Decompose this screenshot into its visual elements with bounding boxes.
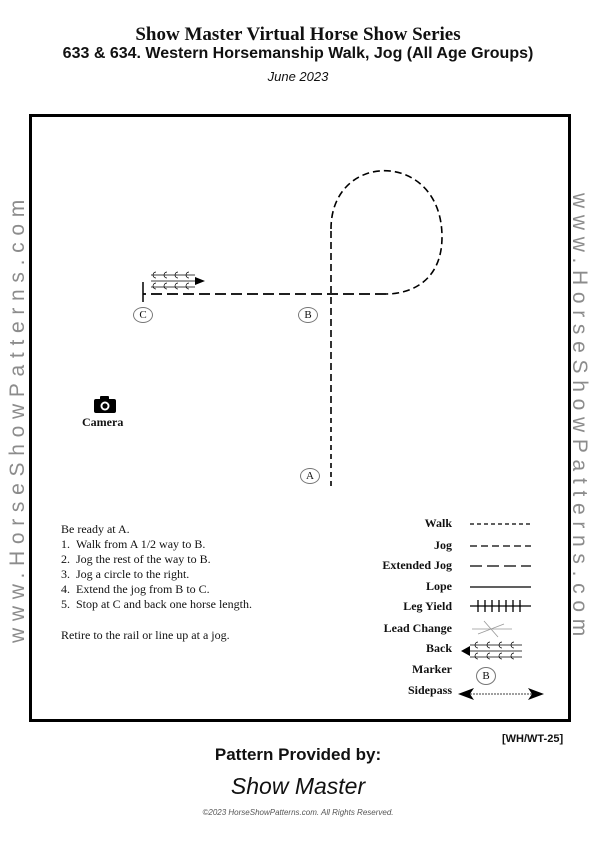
watermark-right: www.HorseShowPatterns.com bbox=[568, 193, 591, 643]
copyright: ©2023 HorseShowPatterns.com. All Rights Reserved. bbox=[202, 808, 394, 817]
legend-leg-yield-sample bbox=[470, 600, 531, 612]
legend-back-label: Back bbox=[425, 641, 452, 655]
instruction-intro: Be ready at A. bbox=[61, 522, 130, 536]
legend-walk-label: Walk bbox=[424, 516, 452, 530]
camera-label: Camera bbox=[82, 415, 124, 429]
instruction-step: 5. Stop at C and back one horse length. bbox=[61, 597, 252, 611]
instructions bbox=[61, 522, 252, 612]
legend-jog-label: Jog bbox=[434, 538, 452, 552]
legend-sidepass-label: Sidepass bbox=[407, 683, 452, 697]
legend-extended-jog-label: Extended Jog bbox=[382, 558, 452, 572]
camera-icon bbox=[94, 396, 116, 413]
marker-c: C bbox=[133, 307, 153, 323]
instruction-step: 2. Jog the rest of the way to B. bbox=[61, 552, 211, 566]
instruction-step: 1. Walk from A 1/2 way to B. bbox=[61, 537, 206, 551]
instruction-step: 4. Extend the jog from B to C. bbox=[61, 582, 210, 596]
instruction-step: 3. Jog a circle to the right. bbox=[61, 567, 190, 581]
pattern-code: [WH/WT-25] bbox=[502, 733, 564, 745]
watermark-left: www.HorseShowPatterns.com bbox=[6, 193, 29, 643]
legend-marker-sample: B bbox=[476, 667, 496, 685]
legend-lope-label: Lope bbox=[425, 579, 452, 593]
marker-b: B bbox=[298, 307, 318, 323]
legend-lead-change-label: Lead Change bbox=[383, 621, 452, 635]
pattern-title: Show Master Virtual Horse Show Series bbox=[135, 24, 461, 45]
back-path bbox=[151, 272, 205, 289]
jog-circle-path bbox=[331, 171, 442, 294]
pattern-date: June 2023 bbox=[267, 69, 329, 84]
legend-back-sample bbox=[461, 642, 522, 659]
legend-marker-label: Marker bbox=[412, 662, 452, 676]
legend-leg-yield-label: Leg Yield bbox=[403, 599, 452, 613]
provider-name: Show Master bbox=[230, 773, 366, 799]
pattern-subtitle: 633 & 634. Western Horsemanship Walk, Jog (All Age Groups) bbox=[62, 45, 534, 62]
provided-by-label: Pattern Provided by: bbox=[214, 745, 382, 764]
marker-a: A bbox=[300, 468, 320, 484]
legend-sidepass-sample bbox=[458, 688, 544, 700]
legend-lead-change-sample bbox=[472, 621, 512, 637]
instruction-note: Retire to the rail or line up at a jog. bbox=[61, 628, 230, 642]
